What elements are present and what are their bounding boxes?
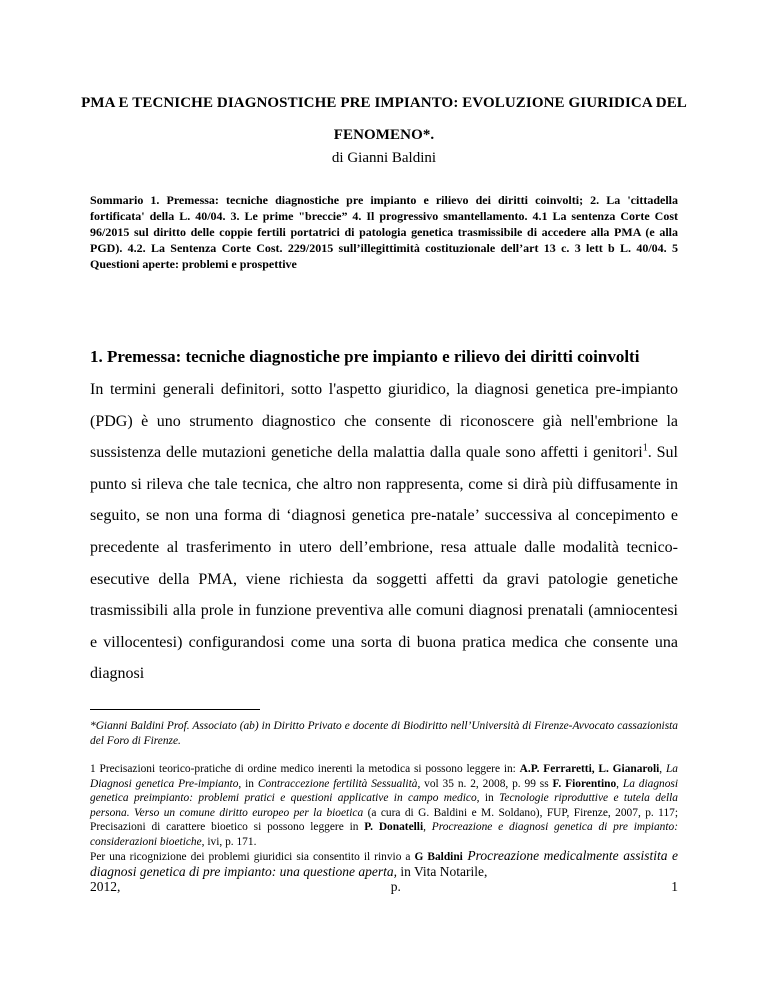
footnote-reference: 1 xyxy=(642,442,648,454)
footnote-2: Per una ricognizione dei problemi giuridici sia consentito il rinvio a G Baldini Procreazione medicalmente assistita e diagnosi genetica di pre impianto: una questione aperta, in Vita Notarile, xyxy=(90,848,678,879)
body-text-part-2: . Sul punto si rileva che tale tecnica, che altro non rappresenta, come si dirà più diffusamente in seguito, se non una forma di ‘diagnosi genetica pre-natale’ successiva al concepimento e precedente al trasferimento in utero dell’embrione, resa attuale dalle modalità tecnico-esecutive della PMA, viene richiesta da soggetti affetti da gravi patologie genetiche trasmissibili alla prole in funzione preventiva alle comuni diagnosi prenatali (amniocentesi e villocentesi) configurandosi come una sorta di buona pratica medica che consente una diagnosi xyxy=(90,444,679,683)
document-title: PMA E TECNICHE DIAGNOSTICHE PRE IMPIANTO: EVOLUZIONE GIURIDICA DEL FENOMENO*. xyxy=(81,95,687,143)
footnote-1: 1 Precisazioni teorico-pratiche di ordine medico inerenti la metodica si possono leggere in: A.P. Ferraretti, L. Gianaroli, La Diagnosi genetica Pre-impianto, in Contraccezione fertilità Sessualità, vol 35 n. 2, 2008, p. 99 ss F. Fiorentino, La diagnosi genetica preimpianto: problemi pratici e questioni applicative in campo medico, in Tecnologie riproduttive e tutela della persona. Verso un comune diritto europeo per la bioetica (a cura di G. Baldini e M. Soldano), FUP, Firenze, 2007, p. 117; Precisazioni di carattere bioetico si possono leggere in P. Donatelli, Procreazione e diagnosi genetica di pre impianto: considerazioni bioetiche, ivi, p. 171. xyxy=(90,763,679,848)
footnotes xyxy=(90,719,678,895)
footnote-separator xyxy=(90,709,260,710)
body-paragraph xyxy=(90,374,678,690)
summary-paragraph: Sommario 1. Premessa: tecniche diagnostiche pre impianto e rilievo dei diritti coinvolti; 2. La 'cittadella fortificata' della L. 40/04. 3. Le prime "breccie” 4. Il progressivo smantellamento. 4.1 La sentenza Corte Cost 96/2015 sul diritto delle coppie fertili portatrici di patologia genetica trasmissibile di accedere alla PMA (e alla PGD). 4.2. La Sentenza Corte Cost. 229/2015 sull’illegittimità costituzionale dell’art 13 c. 3 lett b L. 40/04. 5 Questioni aperte: problemi e prospettive xyxy=(90,193,678,271)
body-text-part-1: In termini generali definitori, sotto l'aspetto giuridico, la diagnosi genetica pre-impianto (PDG) è uno strumento diagnostico che consente di riconoscere già nell'embrione la sussistenza delle mutazioni genetiche della malattia dalla quale sono affetti i genitori xyxy=(90,381,678,462)
footnote-2-page-abbrev: p. xyxy=(390,879,401,894)
page-number: 1 xyxy=(671,879,678,894)
footnote-author: *Gianni Baldini Prof. Associato (ab) in Diritto Privato e docente di Biodiritto nell’Università di Firenze-Avvocato cassazionista del Foro di Firenze. xyxy=(90,720,678,747)
section-heading: 1. Premessa: tecniche diagnostiche pre impianto e rilievo dei diritti coinvolti xyxy=(90,347,640,366)
author-line: di Gianni Baldini xyxy=(331,150,437,166)
footnote-2-last-line xyxy=(90,880,678,895)
footnote-2-year: 2012, xyxy=(90,879,121,894)
